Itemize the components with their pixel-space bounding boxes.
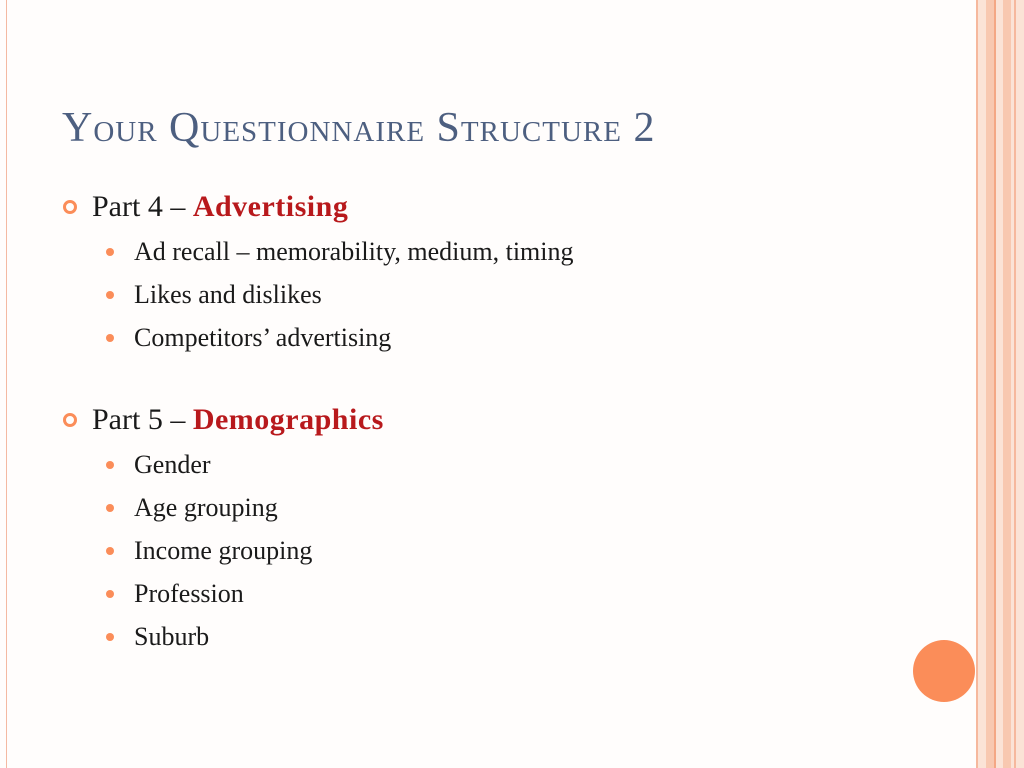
section-heading-part-4 — [62, 186, 942, 228]
list-item-text: Age grouping — [134, 493, 278, 522]
ring-bullet-icon — [63, 413, 77, 427]
section-prefix: Part 5 – — [92, 403, 193, 436]
list-item-text: Ad recall – memorability, medium, timing — [134, 237, 574, 266]
section-emphasis: Advertising — [192, 190, 349, 223]
list-item-text: Gender — [134, 450, 211, 479]
ring-bullet-icon — [63, 200, 77, 214]
list-item-text: Profession — [134, 579, 244, 608]
dot-bullet-icon — [106, 334, 114, 342]
left-border-line — [6, 0, 7, 768]
list-item — [62, 529, 942, 572]
right-decorative-band — [976, 0, 1024, 768]
list-item-text: Suburb — [134, 622, 210, 651]
right-stripe — [976, 0, 978, 768]
bullet-list-part-5 — [62, 443, 942, 658]
dot-bullet-icon — [106, 590, 114, 598]
section-emphasis: Demographics — [192, 403, 384, 436]
list-item-text: Income grouping — [134, 536, 313, 565]
dot-bullet-icon — [106, 633, 114, 641]
section-prefix: Part 4 – — [92, 190, 193, 223]
slide-title: Your Questionnaire Structure 2 — [62, 105, 656, 151]
right-stripe — [1003, 0, 1011, 768]
right-stripe — [994, 0, 996, 768]
dot-bullet-icon — [106, 504, 114, 512]
dot-bullet-icon — [106, 291, 114, 299]
bullet-list-part-4 — [62, 230, 942, 359]
list-item — [62, 615, 942, 658]
list-item — [62, 572, 942, 615]
list-item — [62, 316, 942, 359]
list-item — [62, 273, 942, 316]
section-heading-part-5 — [62, 399, 942, 441]
list-item — [62, 230, 942, 273]
dot-bullet-icon — [106, 461, 114, 469]
list-item — [62, 443, 942, 486]
dot-bullet-icon — [106, 248, 114, 256]
list-item — [62, 486, 942, 529]
section-spacer — [62, 359, 942, 399]
list-item-text: Competitors’ advertising — [134, 323, 392, 352]
right-stripe — [986, 0, 994, 768]
slide-content — [62, 186, 942, 658]
dot-bullet-icon — [106, 547, 114, 555]
right-stripe — [1014, 0, 1016, 768]
list-item-text: Likes and dislikes — [134, 280, 322, 309]
